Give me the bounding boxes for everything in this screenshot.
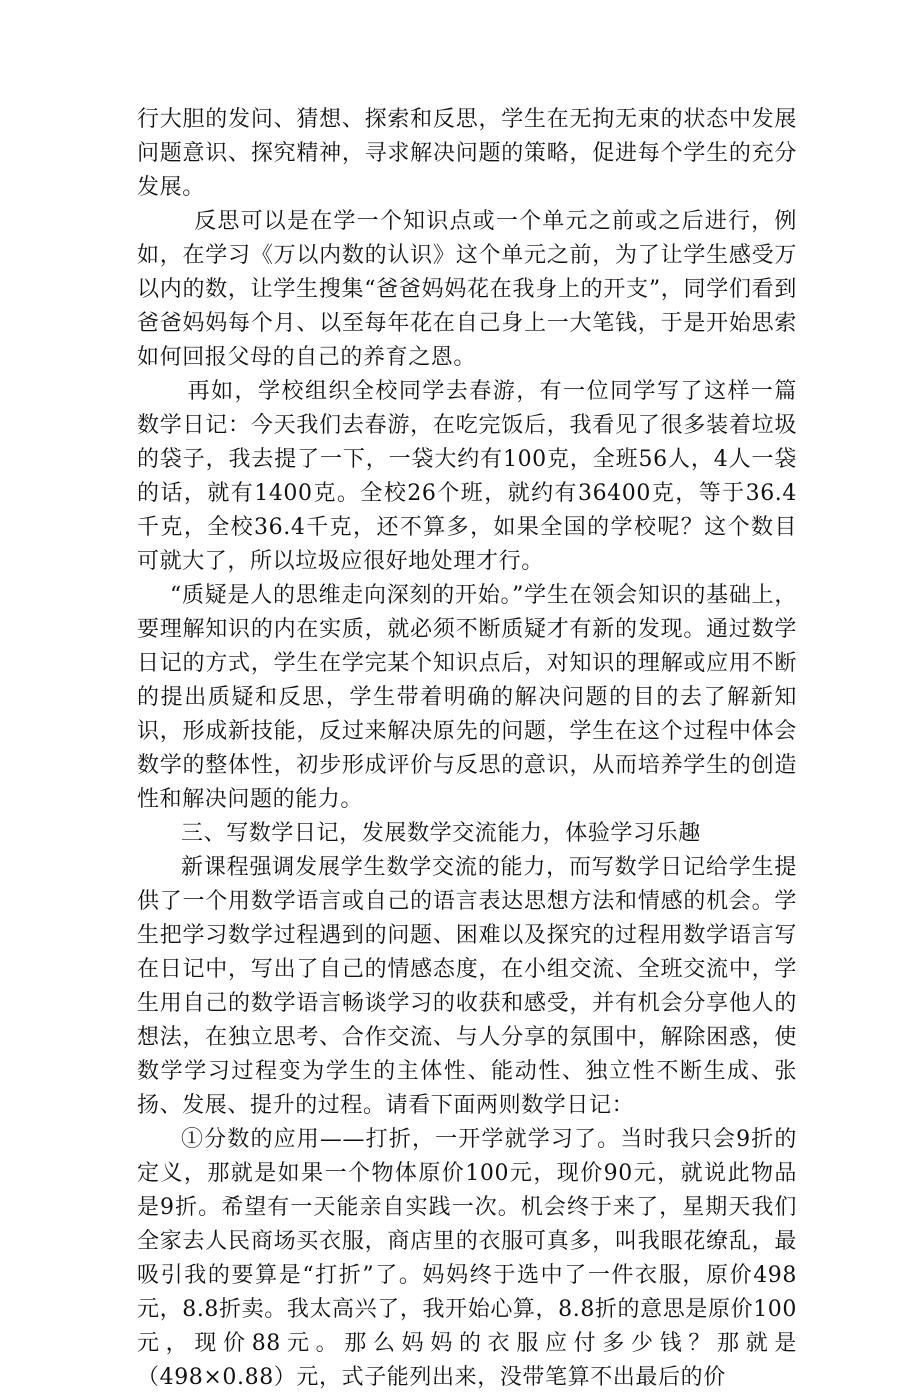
paragraph-continuation: 行大胆的发问、猜想、探索和反思，学生在无拘无束的状态中发展问题意识、探究精神，寻求解决问题的策略，促进每个学生的充分发展。 [137,107,797,200]
paragraph-questioning: “质疑是人的思维走向深刻的开始。”学生在领会知识的基础上，要理解知识的内在实质，就必须不断质疑才有新的发现。通过数学日记的方式，学生在学完某个知识点后，对知识的理解或应用不断的提出质疑和反思，学生带着明确的解决问题的目的去了解新知识，形成新技能，反过来解决原先的问题，学生在这个过程中体会数学的整体性，初步形成评价与反思的意识，从而培养学生的创造性和解决问题的能力。 [137,583,797,812]
section-heading-three: 三、写数学日记，发展数学交流能力，体验学习乐趣 [181,821,701,846]
paragraph-spring-outing-diary: 再如，学校组织全校同学去春游，有一位同学写了这样一篇数学日记：今天我们去春游，在吃完饭后，我看见了很多装着垃圾的袋子，我去提了一下，一袋大约有100克，全班56人，4人一袋的话，就有1400克。全校26个班，就约有36400克，等于36.4千克，全校36.4千克，还不算多，如果全国的学校呢？这个数目可就大了，所以垃圾应很好地处理才行。 [137,379,797,574]
paragraph-diary-discount: ①分数的应用——打折，一开学就学习了。当时我只会9折的定义，那就是如果一个物体原价100元，现价90元，就说此物品是9折。希望有一天能亲自实践一次。机会终于来了，星期天我们全家去人民商场买衣服，商店里的衣服可真多，叫我眼花缭乱，最吸引我的要算是“打折”了。妈妈终于选中了一件衣服，原价498元，8.8折卖。我太高兴了，我开始心算，8.8折的意思是原价100元，现价88元。那么妈妈的衣服应付多少钱？那就是（498×0.88）元，式子能列出来，没带笔算不出最后的价 [137,1127,797,1390]
paragraph-reflection-timing: 反思可以是在学一个知识点或一个单元之前或之后进行，例如，在学习《万以内数的认识》这个单元之前，为了让学生感受万以内的数，让学生搜集“爸爸妈妈花在我身上的开支”，同学们看到爸爸妈妈每个月、以至每年花在自己身上一大笔钱，于是开始思索如何回报父母的自己的养育之恩。 [137,209,797,370]
paragraph-math-communication: 新课程强调发展学生数学交流的能力，而写数学日记给学生提供了一个用数学语言或自己的语言表达思想方法和情感的机会。学生把学习数学过程遇到的问题、困难以及探究的过程用数学语言写在日记中，写出了自己的情感态度，在小组交流、全班交流中，学生用自己的数学语言畅谈学习的收获和感受，并有机会分享他人的想法，在独立思考、合作交流、与人分享的氛围中，解除困惑，使数学学习过程变为学生的主体性、能动性、独立性不断生成、张扬、发展、提升的过程。请看下面两则数学日记： [137,855,797,1118]
document-body [137,103,797,1395]
